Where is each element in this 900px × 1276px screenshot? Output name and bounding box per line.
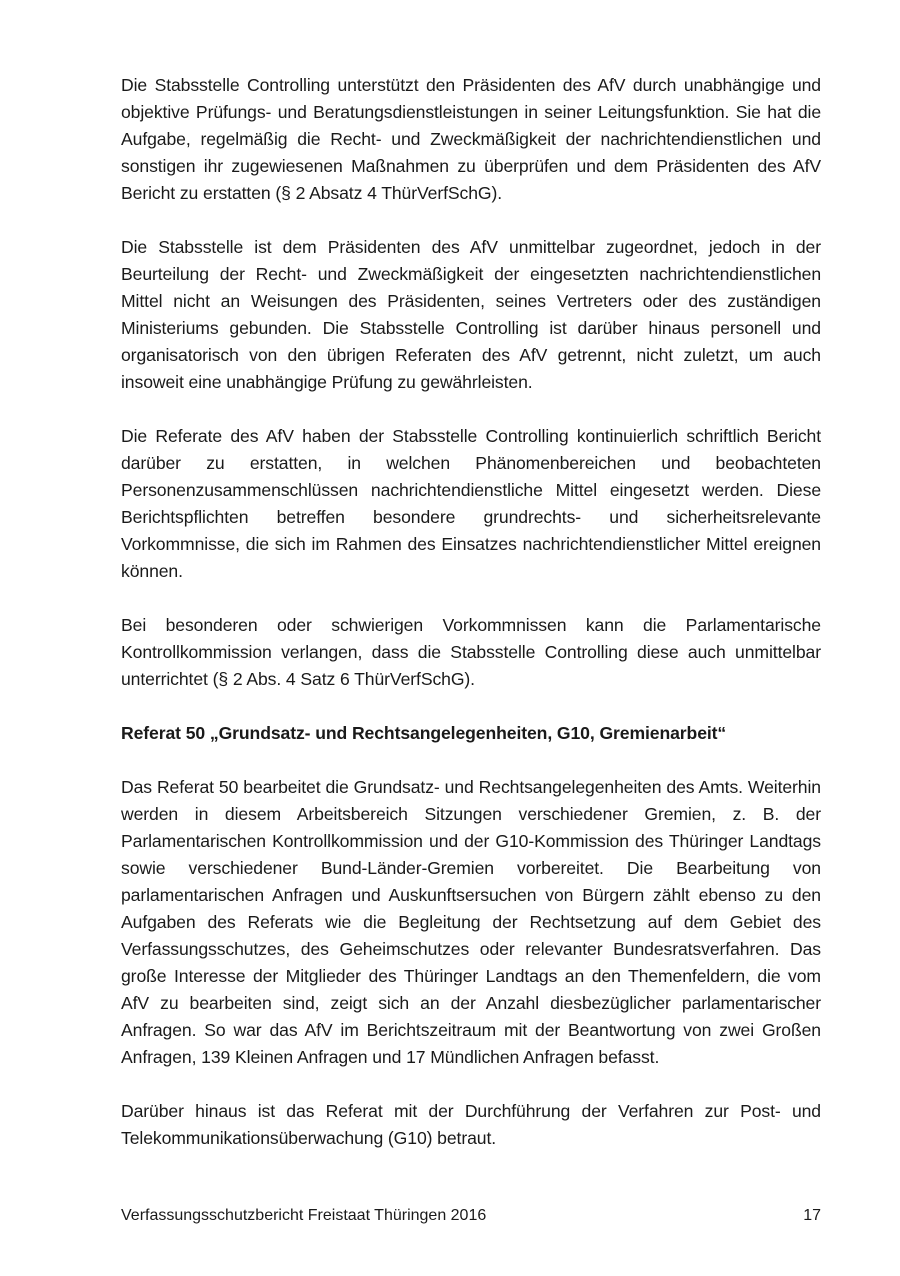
paragraph-stabsstelle-aufgabe: Die Stabsstelle Controlling unterstützt den Präsidenten des AfV durch unabhängige und objektive Prüfungs- und Beratungsdienstleistungen in seiner Leitungsfunktion. Sie hat die Aufgabe, regelmäßig die Recht- und Zweckmäßigkeit der nachrichtendienstlichen und sonstigen ihr zugewiesenen Maßnahmen zu überprüfen und dem Präsidenten des AfV Bericht zu erstatten (§ 2 Absatz 4 ThürVerfSchG). — [121, 75, 821, 203]
paragraph-stabsstelle-zuordnung: Die Stabsstelle ist dem Präsidenten des AfV unmittelbar zugeordnet, jedoch in der Beurteilung der Recht- und Zweckmäßigkeit der eingesetzten nachrichtendienstlichen Mittel nicht an Weisungen des Präsidenten, seines Vertreters oder des zuständigen Ministeriums gebunden. Die Stabsstelle Controlling ist darüber hinaus personell und organisatorisch von den übrigen Referaten des AfV getrennt, nicht zuletzt, um auch insoweit eine unabhängige Prüfung zu gewährleisten. — [121, 237, 821, 392]
paragraph-referat-50: Das Referat 50 bearbeitet die Grundsatz- und Rechtsangelegenheiten des Amts. Weiterhin werden in diesem Arbeitsbereich Sitzungen verschiedener Gremien, z. B. der Parlamentarischen Kontrollkommission und der G10-Kommission des Thüringer Landtags sowie verschiedener Bund-Länder-Gremien vorbereitet. Die Bearbeitung von parlamentarischen Anfragen und Auskunftsersuchen von Bürgern zählt ebenso zu den Aufgaben des Referats wie die Begleitung der Rechtsetzung auf dem Gebiet des Verfassungsschutzes, des Geheimschutzes oder relevanter Bundesratsverfahren. Das große Interesse der Mitglieder des Thüringer Landtags an den Themenfeldern, die vom AfV zu bearbeiten sind, zeigt sich an der Anzahl diesbezüglicher parlamentarischer Anfragen. So war das AfV im Berichtszeitraum mit der Beantwortung von zwei Großen Anfragen, 139 Kleinen Anfragen und 17 Mündlichen Anfragen befasst. — [121, 777, 821, 1067]
footer-title: Verfassungsschutzbericht Freistaat Thüringen 2016 — [121, 1207, 487, 1224]
page-body — [121, 72, 821, 1179]
paragraph-berichtspflichten: Die Referate des AfV haben der Stabsstelle Controlling kontinuierlich schriftlich Bericht darüber zu erstatten, in welchen Phänomenbereichen und beobachteten Personenzusammenschlüssen nachrichtendienstliche Mittel eingesetzt werden. Diese Berichtspflichten betreffen besondere grundrechts- und sicherheitsrelevante Vorkommnisse, die sich im Rahmen des Einsatzes nachrichtendienstlicher Mittel ereignen können. — [121, 426, 821, 581]
paragraph-kontrollkommission: Bei besonderen oder schwierigen Vorkommnissen kann die Parlamentarische Kontrollkommission verlangen, dass die Stabsstelle Controlling diese auch unmittelbar unterrichtet (§ 2 Abs. 4 Satz 6 ThürVerfSchG). — [121, 615, 821, 689]
page-footer — [121, 1205, 821, 1227]
page-number: 17 — [803, 1207, 821, 1224]
section-heading-referat-50: Referat 50 „Grundsatz- und Rechtsangelegenheiten, G10, Gremienarbeit“ — [121, 723, 727, 743]
paragraph-g10: Darüber hinaus ist das Referat mit der Durchführung der Verfahren zur Post- und Telekommunikationsüberwachung (G10) betraut. — [121, 1101, 821, 1148]
